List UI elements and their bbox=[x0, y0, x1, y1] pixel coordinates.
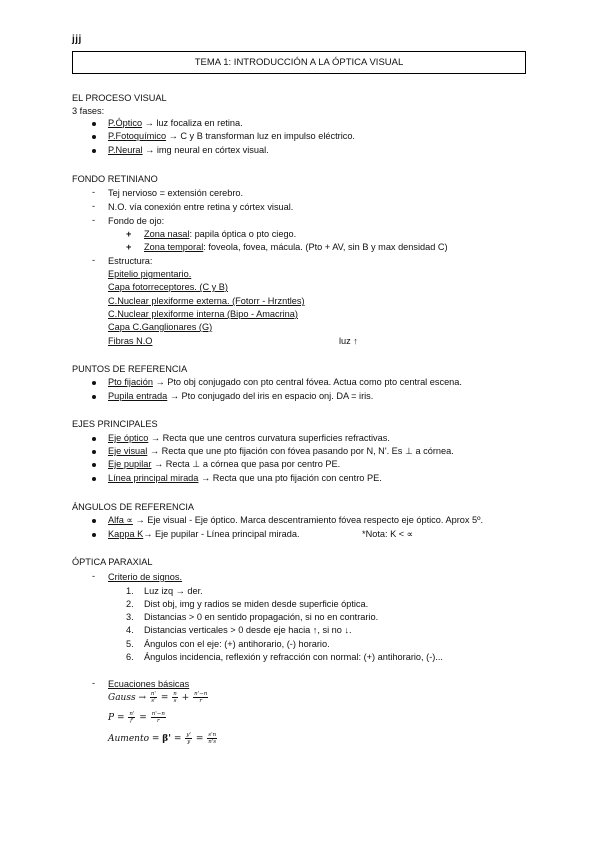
section-heading-fondo: FONDO RETINIANO bbox=[72, 174, 158, 184]
page-title bbox=[72, 51, 526, 74]
rule-number: 4. bbox=[126, 625, 134, 635]
dash-marker: - bbox=[92, 215, 96, 225]
ejes-item-1: Eje óptico → Recta que une centros curvatura superficies refractivas. bbox=[108, 433, 390, 443]
retina-layer: C.Nuclear plexiforme interna (Bipo - Amacrina) bbox=[108, 309, 298, 319]
bullet bbox=[92, 135, 96, 139]
proceso-item-1: P.Óptico → luz focaliza en retina. bbox=[108, 118, 243, 128]
retina-layer: Epitelio pigmentario. bbox=[108, 269, 192, 279]
proceso-item-3: P.Neural → img neural en córtex visual. bbox=[108, 145, 269, 155]
dash-marker: - bbox=[92, 255, 96, 265]
angulos-item-2: Kappa K→ Eje pupilar - Línea principal mirada. bbox=[108, 529, 300, 539]
light-direction-note: luz ↑ bbox=[339, 336, 358, 346]
bullet bbox=[92, 437, 96, 441]
power-equation: P = $\frac{n'}{f'}$ = $\frac{n'-n}{r}$ bbox=[108, 711, 165, 724]
angulos-note: *Nota: K < ∝ bbox=[362, 529, 414, 539]
plus-marker: + bbox=[126, 229, 132, 239]
rule-text: Distancias verticales > 0 desde eje hacia ↑, si no ↓. bbox=[144, 625, 352, 635]
bullet bbox=[92, 477, 96, 481]
ejes-item-4: Línea principal mirada → Recta que una pto fijación con centro PE. bbox=[108, 473, 382, 483]
rule-number: 5. bbox=[126, 639, 134, 649]
fondo-sub-1: Zona nasal: papila óptica o pto ciego. bbox=[144, 229, 297, 239]
rule-text: Ángulos con el eje: (+) antihorario, (-) horario. bbox=[144, 639, 330, 649]
corner-mark: jjj bbox=[72, 34, 82, 45]
proceso-intro: 3 fases: bbox=[72, 106, 105, 116]
fondo-dash-4: Estructura: bbox=[108, 256, 153, 266]
dash-marker: - bbox=[92, 678, 96, 688]
bullet bbox=[92, 122, 96, 126]
bullet bbox=[92, 519, 96, 523]
section-heading-ejes: EJES PRINCIPALES bbox=[72, 419, 158, 429]
section-heading-proceso: EL PROCESO VISUAL bbox=[72, 93, 167, 103]
bullet bbox=[92, 463, 96, 467]
retina-layer: Fibras N.O bbox=[108, 336, 153, 346]
bullet bbox=[92, 149, 96, 153]
retina-layer: Capa fotorreceptores. (C y B) bbox=[108, 282, 228, 292]
rule-text: Dist obj, img y radios se miden desde superficie óptica. bbox=[144, 599, 369, 609]
dash-marker: - bbox=[92, 187, 96, 197]
rule-number: 2. bbox=[126, 599, 134, 609]
page-title-text: TEMA 1: INTRODUCCIÓN A LA ÓPTICA VISUAL bbox=[194, 57, 404, 68]
proceso-item-2: P.Fotoquímico → C y B transforman luz en impulso eléctrico. bbox=[108, 131, 355, 141]
retina-layer: C.Nuclear plexiforme externa. (Fotorr - Hrzntles) bbox=[108, 296, 305, 306]
dash-marker: - bbox=[92, 571, 96, 581]
bullet bbox=[92, 381, 96, 385]
ejes-item-2: Eje visual → Recta que une pto fijación con fóvea pasando por N, N'. Es ⊥ a córnea. bbox=[108, 446, 454, 456]
retina-layer: Capa C.Ganglionares (G) bbox=[108, 322, 213, 332]
ecuaciones-heading: Ecuaciones básicas bbox=[108, 679, 190, 689]
rule-text: Ángulos incidencia, reflexión y refracción con normal: (+) antihorario, (-)... bbox=[144, 652, 443, 662]
criterio-signos: Criterio de signos. bbox=[108, 572, 183, 582]
bullet bbox=[92, 395, 96, 399]
rule-text: Distancias > 0 en sentido propagación, si no en contrario. bbox=[144, 612, 379, 622]
rule-number: 6. bbox=[126, 652, 134, 662]
rule-text: Luz izq → der. bbox=[144, 586, 203, 596]
bullet bbox=[92, 450, 96, 454]
rule-number: 3. bbox=[126, 612, 134, 622]
section-heading-angulos: ÁNGULOS DE REFERENCIA bbox=[72, 502, 195, 512]
fondo-sub-2: Zona temporal: foveola, fovea, mácula. (Pto + AV, sin B y max densidad C) bbox=[144, 242, 448, 252]
bullet bbox=[92, 533, 96, 537]
dash-marker: - bbox=[92, 201, 96, 211]
puntos-item-1: Pto fijación → Pto obj conjugado con pto central fóvea. Actua como pto central escena. bbox=[108, 377, 462, 387]
fondo-dash-2: N.O. vía conexión entre retina y córtex visual. bbox=[108, 202, 294, 212]
section-heading-paraxial: ÓPTICA PARAXIAL bbox=[72, 557, 153, 567]
fondo-dash-1: Tej nervioso = extensión cerebro. bbox=[108, 188, 244, 198]
fondo-dash-3: Fondo de ojo: bbox=[108, 216, 165, 226]
rule-number: 1. bbox=[126, 586, 134, 596]
section-heading-puntos: PUNTOS DE REFERENCIA bbox=[72, 364, 188, 374]
angulos-item-1: Alfa ∝ → Eje visual - Eje óptico. Marca descentramiento fóvea respecto eje óptico. Aprox 5º. bbox=[108, 515, 484, 525]
puntos-item-2: Pupila entrada → Pto conjugado del iris en espacio onj. DA = iris. bbox=[108, 391, 374, 401]
ejes-item-3: Eje pupilar → Recta ⊥ a córnea que pasa por centro PE. bbox=[108, 459, 341, 469]
gauss-equation: Gauss → $\frac{n'}{s'}$ = $\frac{n}{s}$ + $\frac{n'-n}{r}$ bbox=[108, 691, 208, 704]
magnification-equation: Aumento = β' = $\frac{y'}{y}$ = $\frac{s'n}{n's}$ bbox=[108, 732, 217, 745]
plus-marker: + bbox=[126, 242, 132, 252]
